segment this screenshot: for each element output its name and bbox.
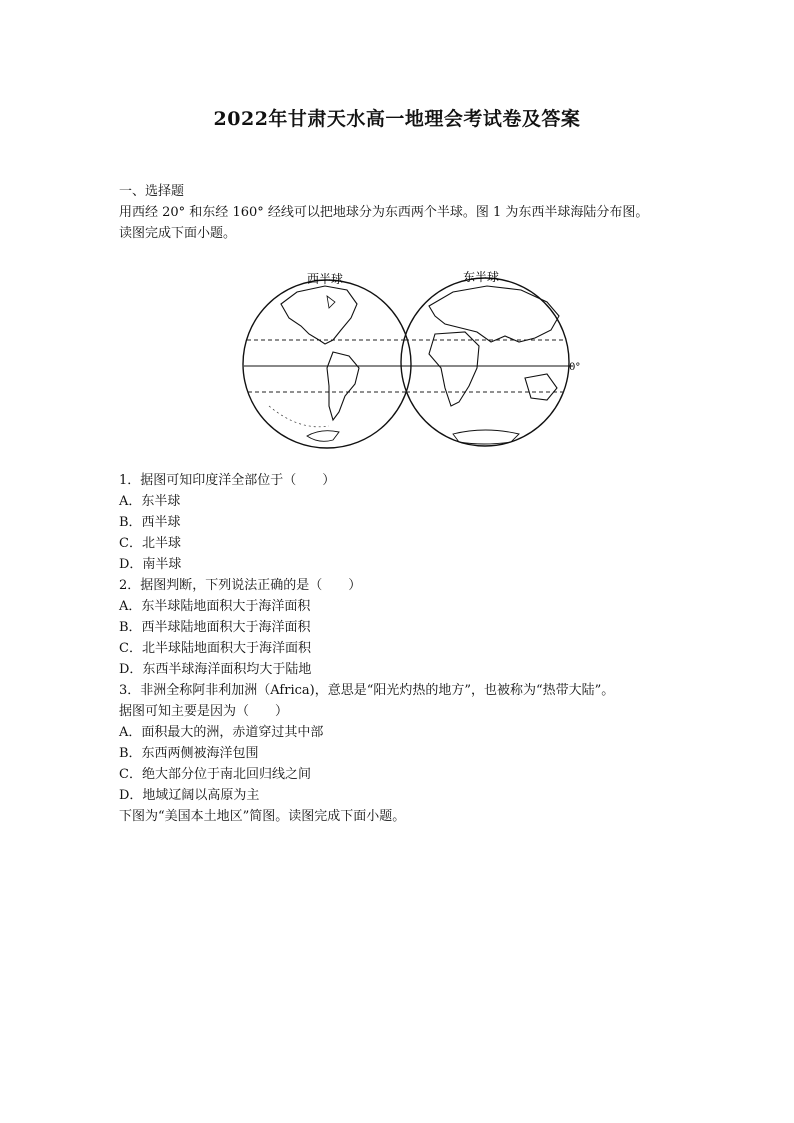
question-3-stem-line-2: 据图可知主要是因为（ ） (119, 704, 289, 719)
question-1-option-c: C．北半球 (119, 536, 181, 551)
eastern-hemisphere (401, 269, 580, 446)
equator-label: 0° (569, 362, 581, 373)
question-1-option-a: A．东半球 (119, 494, 181, 509)
outro-text: 下图为“美国本土地区”简图。读图完成下面小题。 (119, 809, 406, 824)
question-1-option-d: D．南半球 (119, 557, 182, 572)
question-3-option-d: D．地域辽阔以高原为主 (119, 788, 260, 803)
africa-outline (429, 332, 479, 406)
west-hemisphere-label: 西半球 (307, 272, 344, 286)
section-heading: 一、选择题 (119, 184, 185, 199)
question-3-option-a: A．面积最大的洲，赤道穿过其中部 (119, 725, 324, 740)
question-2-stem: 2．据图判断，下列说法正确的是（ ） (119, 578, 362, 593)
australia-outline (525, 374, 557, 400)
question-3-stem-line-1: 3．非洲全称阿非利加洲（Africa)，意思是“阳光灼热的地方”，也被称为“热带大陆”。 (119, 683, 615, 698)
western-hemisphere (243, 271, 411, 448)
hemispheres-map (229, 256, 587, 456)
north-america-outline (281, 286, 357, 344)
question-2-option-c: C．北半球陆地面积大于海洋面积 (119, 641, 311, 656)
south-america-outline (327, 352, 359, 420)
question-2-option-a: A．东半球陆地面积大于海洋面积 (119, 599, 311, 614)
intro-line-1: 用西经 20° 和东经 160° 经线可以把地球分为东西两个半球。图 1 为东西半球海陆分布图。 (119, 205, 649, 220)
intro-line-2: 读图完成下面小题。 (119, 226, 237, 241)
question-2-option-b: B．西半球陆地面积大于海洋面积 (119, 620, 311, 635)
question-1-option-b: B．西半球 (119, 515, 181, 530)
question-3-option-b: B．东西两侧被海洋包围 (119, 746, 259, 761)
east-hemisphere-label: 东半球 (463, 270, 500, 284)
question-1-stem: 1．据图可知印度洋全部位于（ ） (119, 473, 336, 488)
question-2-option-d: D．东西半球海洋面积均大于陆地 (119, 662, 312, 677)
question-3-option-c: C．绝大部分位于南北回归线之间 (119, 767, 311, 782)
page-title: 2022年甘肃天水高一地理会考试卷及答案 (213, 108, 581, 130)
